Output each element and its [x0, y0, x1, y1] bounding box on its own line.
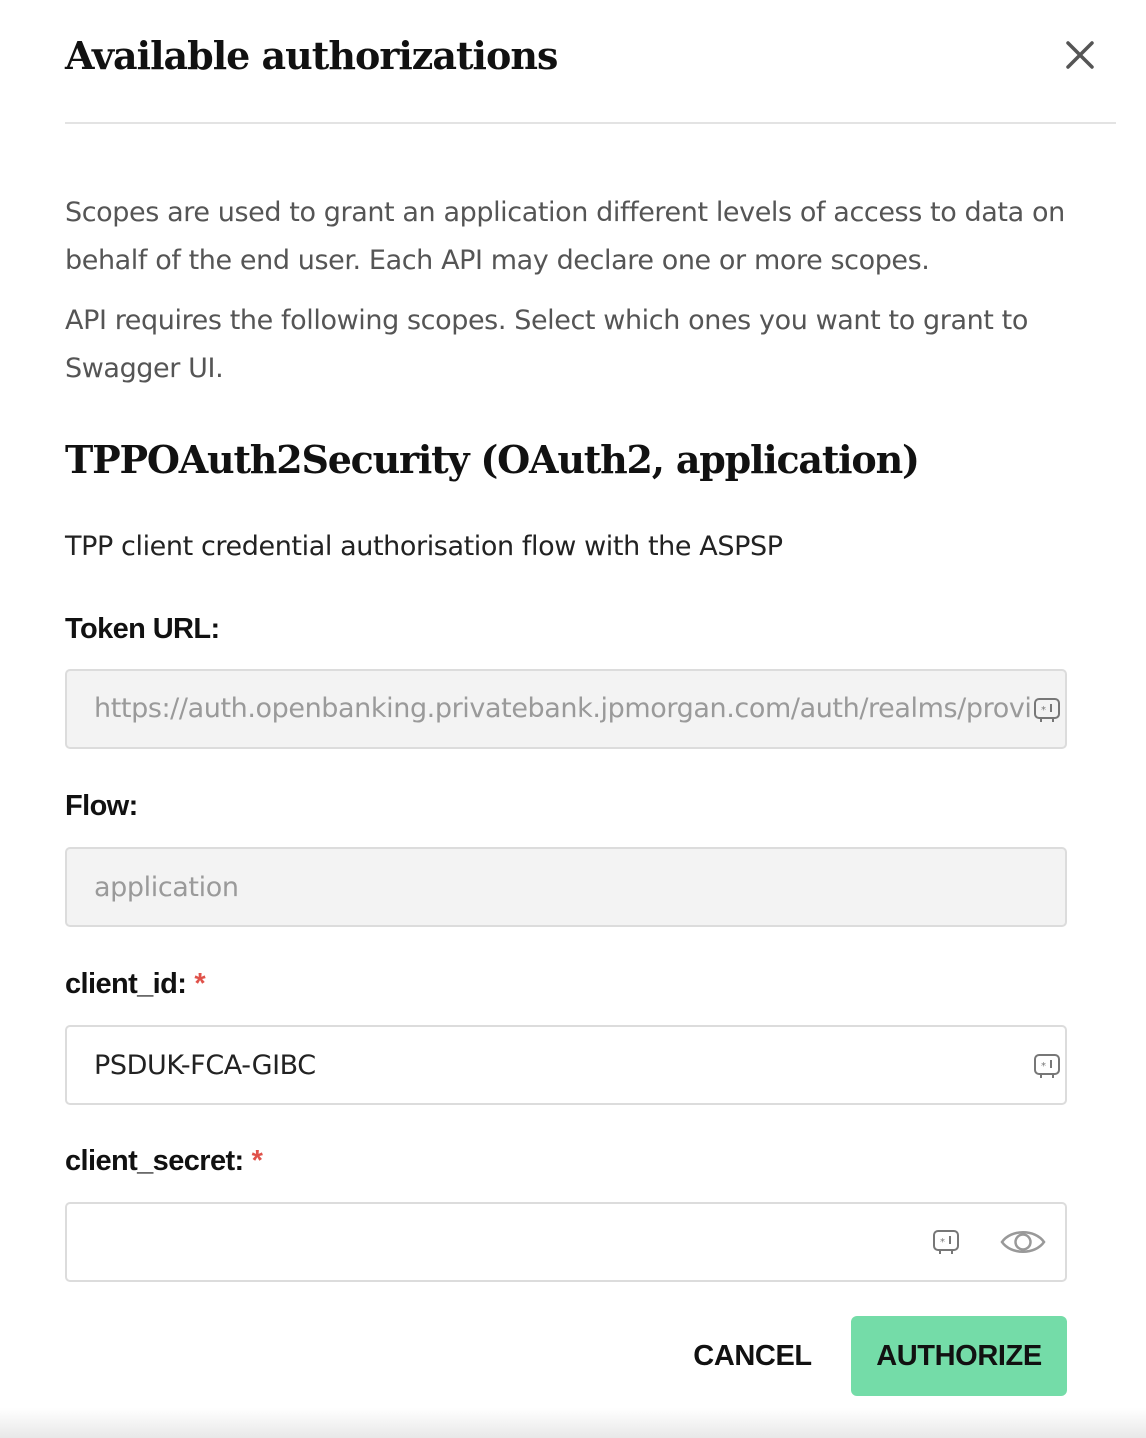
scopes-description: Scopes are used to grant an application different levels of access to data on behalf of the end user. Each API may declare one or more scopes. — [65, 197, 1065, 276]
svg-text:*: * — [1041, 705, 1046, 716]
client-id-label-text: client_id: — [65, 968, 187, 1000]
header-divider — [65, 122, 1116, 124]
client-id-label — [65, 964, 205, 1004]
required-marker: * — [251, 1145, 263, 1177]
key-badge-icon[interactable] — [1033, 1053, 1061, 1079]
security-scheme-title: TPPOAuth2Security (OAuth2, application) — [65, 437, 919, 482]
token-url-label — [65, 609, 220, 649]
security-scheme-description: TPP client credential authorisation flow with the ASPSP — [65, 531, 783, 562]
flow-input[interactable] — [67, 849, 1065, 925]
client-id-field[interactable] — [65, 1025, 1067, 1105]
required-marker: * — [194, 968, 205, 1000]
flow-label — [65, 786, 138, 826]
close-button[interactable] — [1058, 33, 1102, 77]
authorize-button[interactable]: AUTHORIZE — [851, 1316, 1067, 1396]
eye-icon[interactable] — [999, 1224, 1047, 1260]
client-id-input[interactable] — [67, 1027, 1065, 1103]
svg-text:*: * — [1041, 1061, 1046, 1072]
token-url-field[interactable] — [65, 669, 1067, 749]
flow-label-text: Flow: — [65, 790, 138, 822]
close-icon — [1058, 33, 1102, 77]
scopes-instruction: API requires the following scopes. Select which ones you want to grant to Swagger UI. — [65, 305, 1028, 384]
key-badge-icon[interactable] — [932, 1229, 960, 1255]
flow-field[interactable] — [65, 847, 1067, 927]
client-secret-label — [65, 1141, 262, 1181]
client-secret-input[interactable] — [67, 1204, 1065, 1280]
svg-text:*: * — [940, 1237, 945, 1248]
bottom-shadow — [0, 1408, 1146, 1438]
client-secret-field[interactable] — [65, 1202, 1067, 1282]
dialog-title: Available authorizations — [65, 33, 558, 78]
token-url-label-text: Token URL: — [65, 613, 220, 645]
cancel-button[interactable]: CANCEL — [680, 1316, 825, 1396]
key-badge-icon[interactable] — [1033, 697, 1061, 723]
client-secret-label-text: client_secret: — [65, 1145, 244, 1177]
token-url-value: https://auth.openbanking.privatebank.jpmorgan.com/auth/realms/provi — [94, 693, 1032, 724]
